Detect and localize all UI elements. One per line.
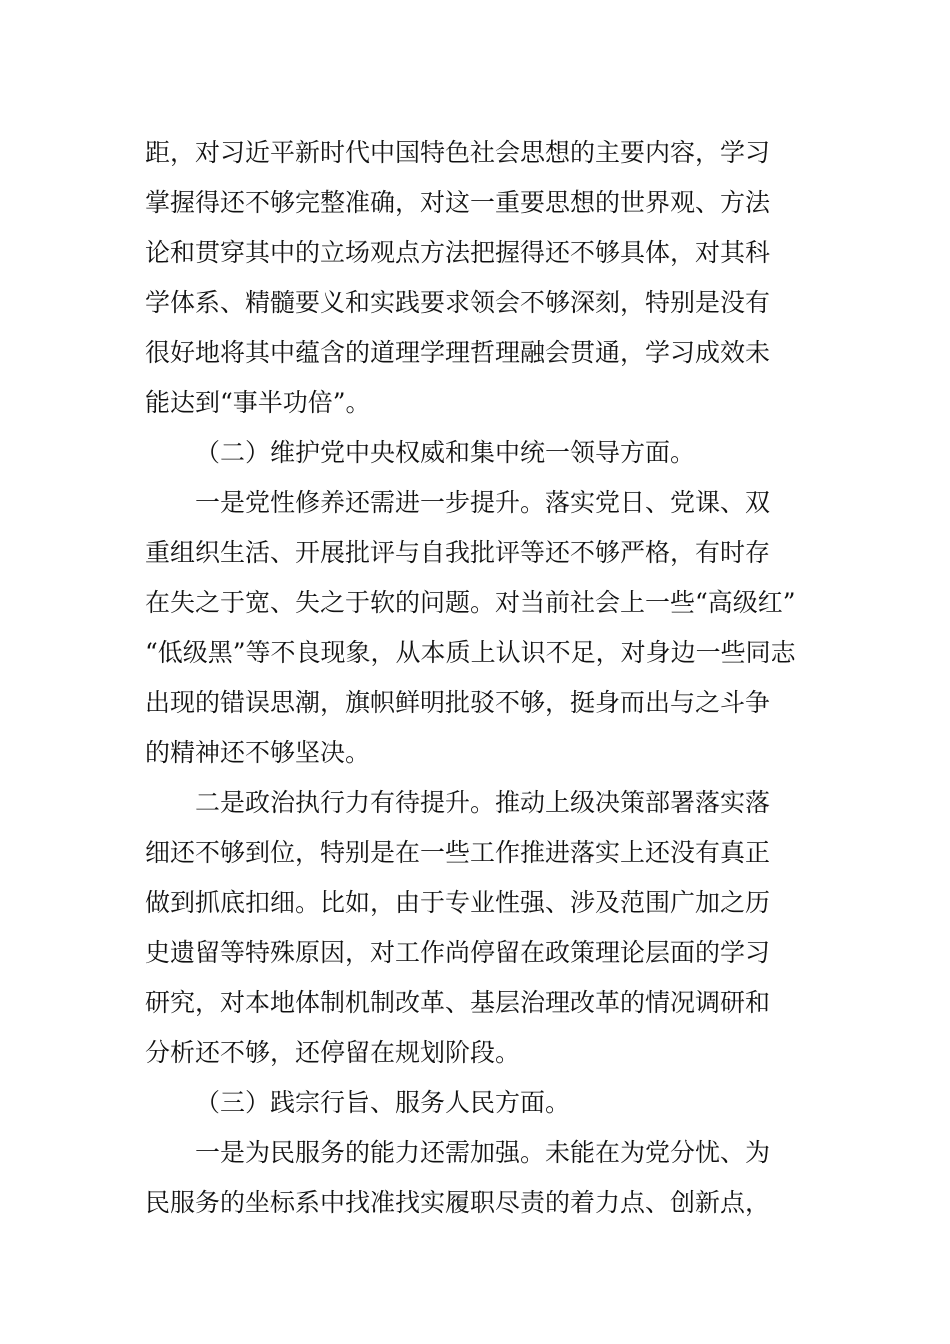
text-line: 做到抓底扣细。比如，由于专业性强、涉及范围广加之历: [145, 888, 771, 917]
text-line: 二是政治执行力有待提升。推动上级决策部署落实落: [195, 788, 771, 817]
text-line: 重组织生活、开展批评与自我批评等还不够严格，有时存: [145, 538, 771, 567]
text-line: 论和贯穿其中的立场观点方法把握得还不够具体，对其科: [145, 238, 771, 267]
text-line: 民服务的坐标系中找准找实履职尽责的着力点、创新点，: [145, 1188, 771, 1217]
text-line: 史遗留等特殊原因，对工作尚停留在政策理论层面的学习: [145, 938, 771, 967]
section-heading-two: [145, 428, 807, 478]
paragraph-party-spirit: [145, 478, 807, 778]
paragraph-execution: [145, 778, 807, 1078]
text-line: “低级黑”等不良现象，从本质上认识不足，对身边一些同志: [145, 638, 796, 667]
text-line: 在失之于宽、失之于软的问题。对当前社会上一些“高级红”: [145, 588, 796, 617]
paragraph-study-gap: [145, 128, 807, 428]
text-line: 研究，对本地体制机制改革、基层治理改革的情况调研和: [145, 988, 771, 1017]
text-line: 一是为民服务的能力还需加强。未能在为党分忧、为: [195, 1138, 771, 1167]
text-line: （二）维护党中央权威和集中统一领导方面。: [195, 438, 696, 467]
text-line: 分析还不够，还停留在规划阶段。: [145, 1038, 521, 1067]
text-line: （三）践宗行旨、服务人民方面。: [195, 1088, 571, 1117]
text-line: 距，对习近平新时代中国特色社会思想的主要内容，学习: [145, 138, 771, 167]
text-line: 细还不够到位，特别是在一些工作推进落实上还没有真正: [145, 838, 771, 867]
text-line: 学体系、精髓要义和实践要求领会不够深刻，特别是没有: [145, 288, 771, 317]
text-line: 出现的错误思潮，旗帜鲜明批驳不够，挺身而出与之斗争: [145, 688, 771, 717]
section-heading-three: [145, 1078, 807, 1128]
text-line: 很好地将其中蕴含的道理学理哲理融会贯通，学习成效未: [145, 338, 771, 367]
text-line: 一是党性修养还需进一步提升。落实党日、党课、双: [195, 488, 771, 517]
text-line: 掌握得还不够完整准确，对这一重要思想的世界观、方法: [145, 188, 771, 217]
paragraph-service: [145, 1128, 807, 1228]
text-line: 的精神还不够坚决。: [145, 738, 371, 767]
document-body: [145, 128, 807, 1228]
text-line: 能达到“事半功倍”。: [145, 388, 371, 417]
